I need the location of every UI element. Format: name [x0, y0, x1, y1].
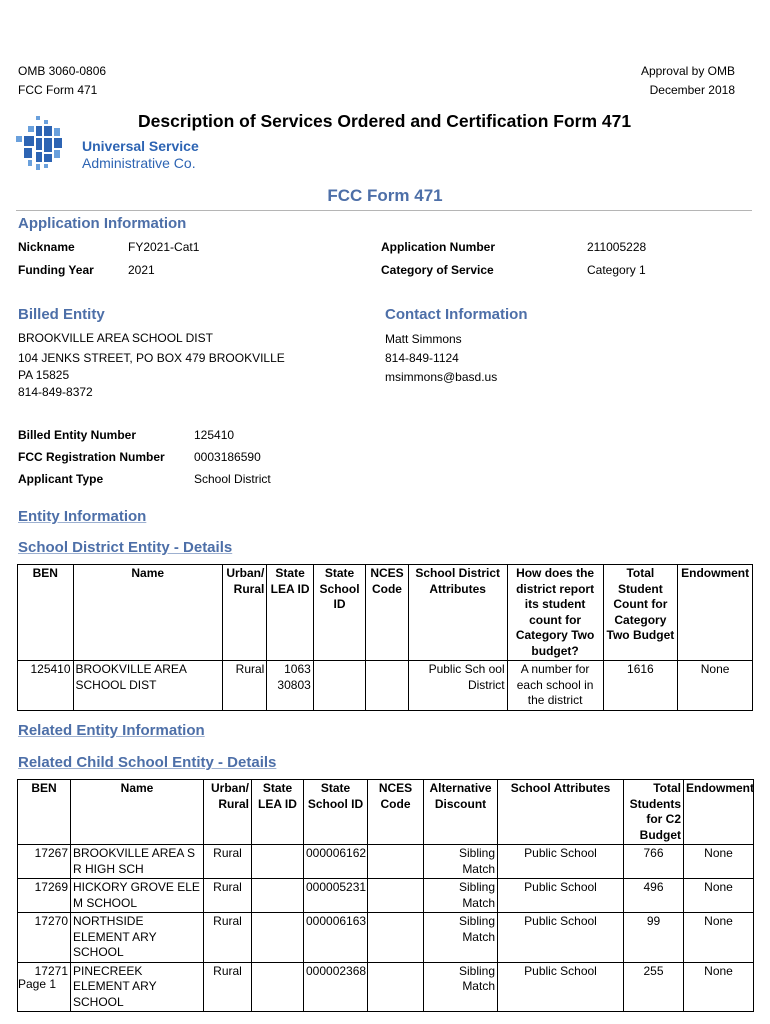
cell-students: 99	[624, 913, 684, 963]
cell-attributes: Public Sch ool District	[408, 661, 507, 711]
ben-value: 125410	[194, 428, 235, 442]
col-name: Name	[71, 780, 204, 845]
cell-attributes: Public School	[498, 962, 624, 1012]
related-entity-heading: Related Entity Information	[18, 722, 205, 739]
col-endowment: Endowment	[684, 780, 754, 845]
col-urban-rural: Urban/ Rural	[222, 565, 266, 661]
cell-school-id: 000006163	[304, 913, 368, 963]
billed-entity-address2: PA 15825	[18, 368, 70, 382]
cell-discount: Sibling Match	[424, 962, 498, 1012]
col-school-id: State School ID	[304, 780, 368, 845]
category-value: Category 1	[587, 263, 646, 277]
usac-logo-icon	[14, 114, 68, 184]
entity-info-heading: Entity Information	[18, 508, 147, 525]
col-urban-rural: Urban/ Rural	[204, 780, 252, 845]
omb-header-left	[18, 62, 106, 100]
district-header-row	[18, 565, 753, 661]
application-info-heading: Application Information	[18, 215, 187, 232]
usac-logo-text	[82, 138, 199, 172]
cell-nces	[366, 661, 408, 711]
cell-urban-rural: Rural	[222, 661, 266, 711]
nickname-label: Nickname	[18, 240, 75, 254]
cell-lea-id: 1063 30803	[267, 661, 313, 711]
fcc-reg-label: FCC Registration Number	[18, 450, 165, 464]
cell-school-id: 000005231	[304, 879, 368, 913]
applicant-type-label: Applicant Type	[18, 472, 104, 486]
child-header-row	[18, 780, 754, 845]
category-label: Category of Service	[381, 263, 494, 277]
logo-line2: Administrative Co.	[82, 155, 196, 171]
cell-endowment: None	[684, 962, 754, 1012]
cell-lea-id	[252, 962, 304, 1012]
cell-ben: 17270	[18, 913, 71, 963]
cell-nces	[368, 962, 424, 1012]
page-title: Description of Services Ordered and Certification Form 471	[138, 111, 632, 131]
cell-school-id	[313, 661, 366, 711]
cell-name: NORTHSIDE ELEMENT ARY SCHOOL	[71, 913, 204, 963]
cell-discount: Sibling Match	[424, 913, 498, 963]
cell-lea-id	[252, 913, 304, 963]
omb-date: December 2018	[649, 83, 735, 97]
child-entity-table	[17, 779, 754, 1012]
fcc-reg-value: 0003186590	[194, 450, 261, 464]
cell-students: 766	[624, 845, 684, 879]
col-lea-id: State LEA ID	[267, 565, 313, 661]
omb-header-right	[641, 62, 735, 100]
district-entity-table	[17, 564, 753, 711]
cell-urban-rural: Rural	[204, 962, 252, 1012]
table-row	[18, 913, 754, 963]
cell-name: HICKORY GROVE ELE M SCHOOL	[71, 879, 204, 913]
cell-endowment: None	[684, 913, 754, 963]
omb-approval: Approval by OMB	[640, 64, 735, 78]
cell-students: 496	[624, 879, 684, 913]
table-row	[18, 879, 754, 913]
cell-lea-id	[252, 845, 304, 879]
col-name: Name	[73, 565, 222, 661]
nickname-value: FY2021-Cat1	[128, 240, 200, 254]
cell-ben: 17271	[18, 962, 71, 1012]
billed-entity-heading: Billed Entity	[18, 306, 105, 323]
cell-discount: Sibling Match	[424, 879, 498, 913]
cell-name: PINECREEK ELEMENT ARY SCHOOL	[71, 962, 204, 1012]
cell-urban-rural: Rural	[204, 879, 252, 913]
cell-ben: 17269	[18, 879, 71, 913]
app-number-value: 211005228	[587, 240, 647, 254]
contact-email[interactable]: msimmons@basd.us	[385, 370, 498, 384]
cell-discount: Sibling Match	[424, 845, 498, 879]
form-subtitle: FCC Form 471	[327, 186, 443, 205]
cell-students: 255	[624, 962, 684, 1012]
col-nces: NCES Code	[366, 565, 408, 661]
col-report-method: How does the district report its student count for Category Two budget?	[507, 565, 603, 661]
cell-nces	[368, 845, 424, 879]
cell-attributes: Public School	[498, 879, 624, 913]
col-student-count: Total Student Count for Category Two Budget	[603, 565, 678, 661]
table-row	[18, 962, 754, 1012]
col-nces: NCES Code	[368, 780, 424, 845]
col-lea-id: State LEA ID	[252, 780, 304, 845]
cell-school-id: 000006162	[304, 845, 368, 879]
child-details-heading: Related Child School Entity - Details	[18, 754, 277, 771]
billed-entity-address1: 104 JENKS STREET, PO BOX 479 BROOKVILLE	[18, 351, 285, 365]
contact-info-heading: Contact Information	[385, 306, 528, 323]
col-school-attributes: School Attributes	[498, 780, 624, 845]
cell-endowment: None	[684, 879, 754, 913]
cell-ben: 125410	[18, 661, 74, 711]
table-row	[18, 661, 753, 711]
billed-entity-name: BROOKVILLE AREA SCHOOL DIST	[18, 331, 213, 345]
col-school-id: State School ID	[313, 565, 366, 661]
omb-number: OMB 3060-0806	[18, 64, 107, 78]
cell-student-count: 1616	[603, 661, 678, 711]
ben-label: Billed Entity Number	[18, 428, 137, 442]
logo-line1: Universal Service	[82, 138, 199, 154]
billed-entity-address	[18, 330, 285, 401]
col-district-attributes: School District Attributes	[408, 565, 507, 661]
cell-nces	[368, 913, 424, 963]
district-details-heading: School District Entity - Details	[18, 539, 233, 556]
col-ben: BEN	[18, 565, 74, 661]
cell-endowment: None	[684, 845, 754, 879]
contact-phone: 814-849-1124	[385, 351, 459, 365]
cell-lea-id	[252, 879, 304, 913]
col-ben: BEN	[18, 780, 71, 845]
col-total-students: Total Students for C2 Budget	[624, 780, 684, 845]
cell-name: BROOKVILLE AREA S R HIGH SCH	[71, 845, 204, 879]
page-number: Page 1	[18, 977, 57, 991]
cell-name: BROOKVILLE AREA SCHOOL DIST	[73, 661, 222, 711]
form-number: FCC Form 471	[18, 83, 98, 97]
billed-entity-phone: 814-849-8372	[18, 385, 93, 399]
cell-urban-rural: Rural	[204, 913, 252, 963]
funding-year-value: 2021	[128, 263, 155, 277]
cell-ben: 17267	[18, 845, 71, 879]
app-number-label: Application Number	[381, 240, 496, 254]
cell-endowment: None	[678, 661, 753, 711]
cell-nces	[368, 879, 424, 913]
cell-school-id: 000002368	[304, 962, 368, 1012]
cell-urban-rural: Rural	[204, 845, 252, 879]
contact-block	[385, 330, 497, 387]
cell-attributes: Public School	[498, 913, 624, 963]
col-alt-discount: Alternative Discount	[424, 780, 498, 845]
funding-year-label: Funding Year	[18, 263, 94, 277]
contact-name: Matt Simmons	[385, 332, 462, 346]
table-row	[18, 845, 754, 879]
col-endowment: Endowment	[678, 565, 753, 661]
cell-report-method: A number for each school in the district	[507, 661, 603, 711]
cell-attributes: Public School	[498, 845, 624, 879]
title-divider	[16, 210, 752, 211]
applicant-type-value: School District	[194, 472, 271, 486]
